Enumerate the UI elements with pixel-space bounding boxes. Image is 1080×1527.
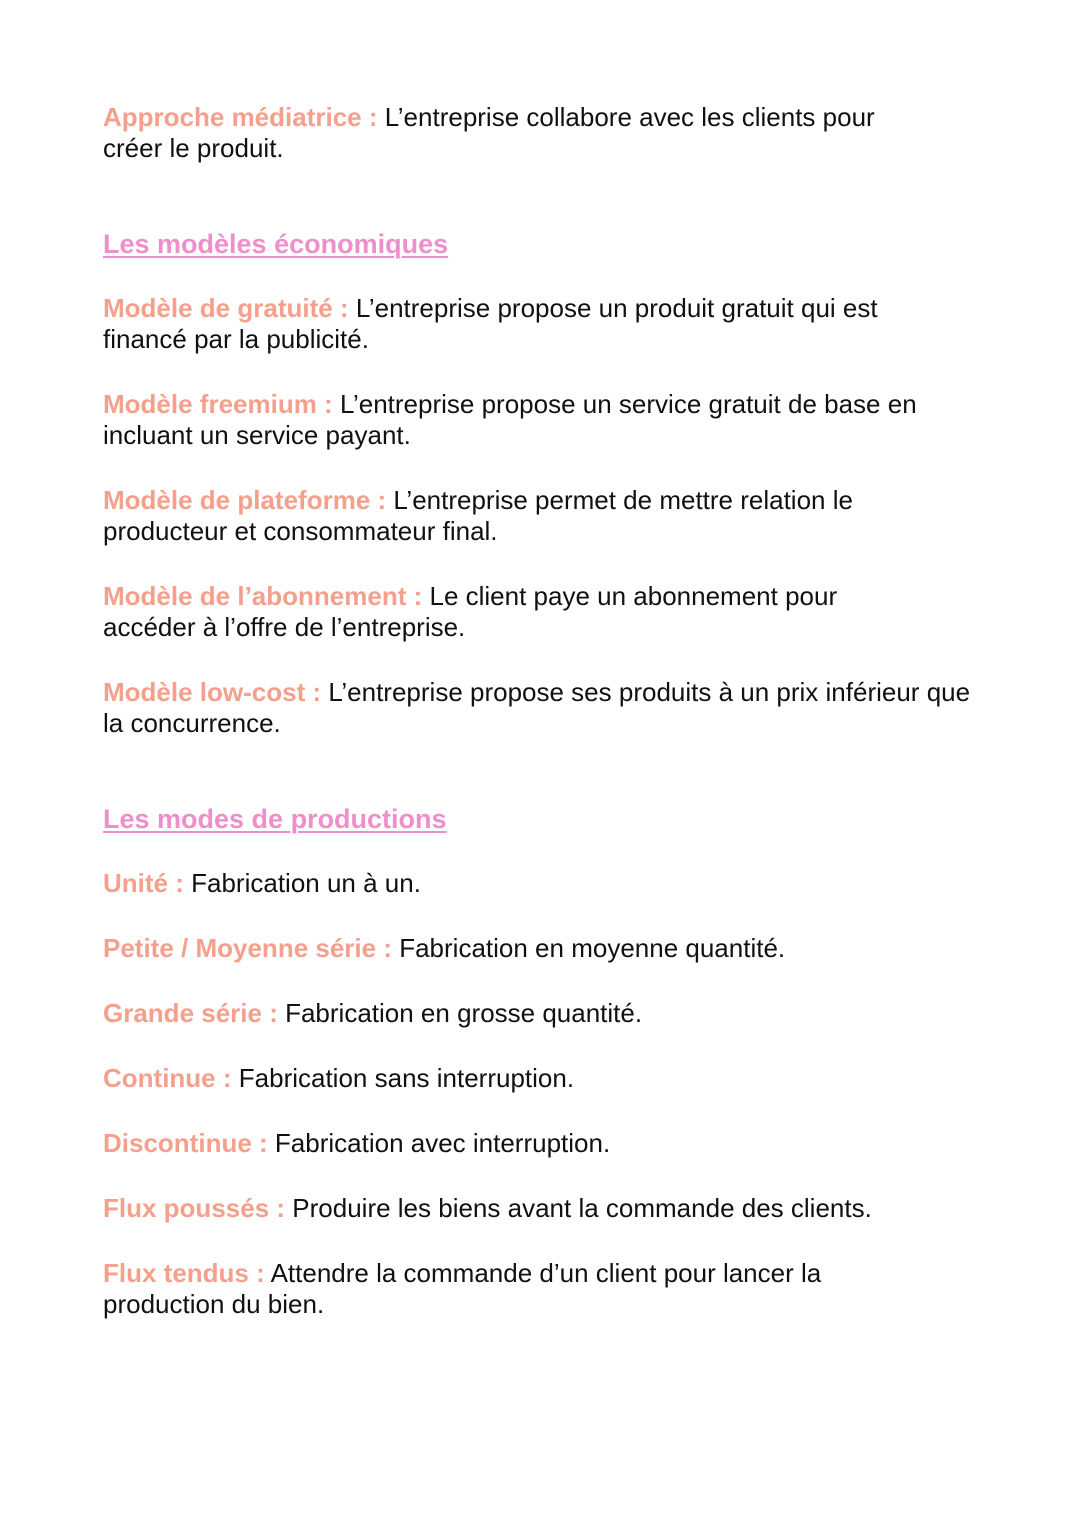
definition-term: Modèle de l’abonnement : <box>103 581 423 611</box>
section-heading-modeles-economiques: Les modèles économiques <box>103 229 449 259</box>
definition-grande-serie <box>103 998 983 1029</box>
definition-text: Fabrication en grosse quantité. <box>285 998 643 1028</box>
definition-term: Modèle de plateforme : <box>103 485 387 515</box>
definition-term: Unité : <box>103 868 184 898</box>
definition-text: L’entreprise propose un service gratuit de base en incluant un service payant. <box>103 389 917 450</box>
definition-modele-plateforme <box>103 485 923 547</box>
definition-modele-freemium <box>103 389 973 451</box>
definition-modele-low-cost <box>103 677 978 739</box>
definition-approche-mediatrice <box>103 102 933 164</box>
definition-text: Fabrication sans interruption. <box>238 1063 575 1093</box>
definition-continue <box>103 1063 983 1094</box>
definition-flux-pousses <box>103 1193 983 1224</box>
definition-modele-gratuite <box>103 293 933 355</box>
definition-text: L’entreprise permet de mettre relation le producteur et consommateur final. <box>103 485 853 546</box>
definition-text: L’entreprise propose ses produits à un prix inférieur que la concurrence. <box>103 677 971 738</box>
definition-term: Approche médiatrice : <box>103 102 378 132</box>
definition-text: Produire les biens avant la commande des clients. <box>292 1193 872 1223</box>
definition-term: Petite / Moyenne série : <box>103 933 392 963</box>
document-page <box>103 102 983 1320</box>
definition-term: Modèle de gratuité : <box>103 293 349 323</box>
definition-text: Fabrication un à un. <box>191 868 421 898</box>
definition-petite-moyenne-serie <box>103 933 983 964</box>
definition-discontinue <box>103 1128 983 1159</box>
definition-text: L’entreprise collabore avec les clients pour créer le produit. <box>103 102 875 163</box>
definition-unite <box>103 868 983 899</box>
definition-term: Modèle low-cost : <box>103 677 322 707</box>
definition-text: Attendre la commande d’un client pour lancer la production du bien. <box>103 1258 822 1319</box>
definition-text: L’entreprise propose un produit gratuit qui est financé par la publicité. <box>103 293 878 354</box>
definition-term: Modèle freemium : <box>103 389 333 419</box>
section-heading-modes-productions: Les modes de productions <box>103 804 447 834</box>
definition-term: Flux tendus : <box>103 1258 265 1288</box>
definition-flux-tendus <box>103 1258 893 1320</box>
definition-text: Fabrication en moyenne quantité. <box>399 933 786 963</box>
definition-term: Continue : <box>103 1063 232 1093</box>
definition-modele-abonnement <box>103 581 903 643</box>
definition-term: Discontinue : <box>103 1128 268 1158</box>
definition-text: Fabrication avec interruption. <box>274 1128 611 1158</box>
definition-term: Grande série : <box>103 998 278 1028</box>
definition-term: Flux poussés : <box>103 1193 286 1223</box>
definition-text: Le client paye un abonnement pour accéder à l’offre de l’entreprise. <box>103 581 838 642</box>
